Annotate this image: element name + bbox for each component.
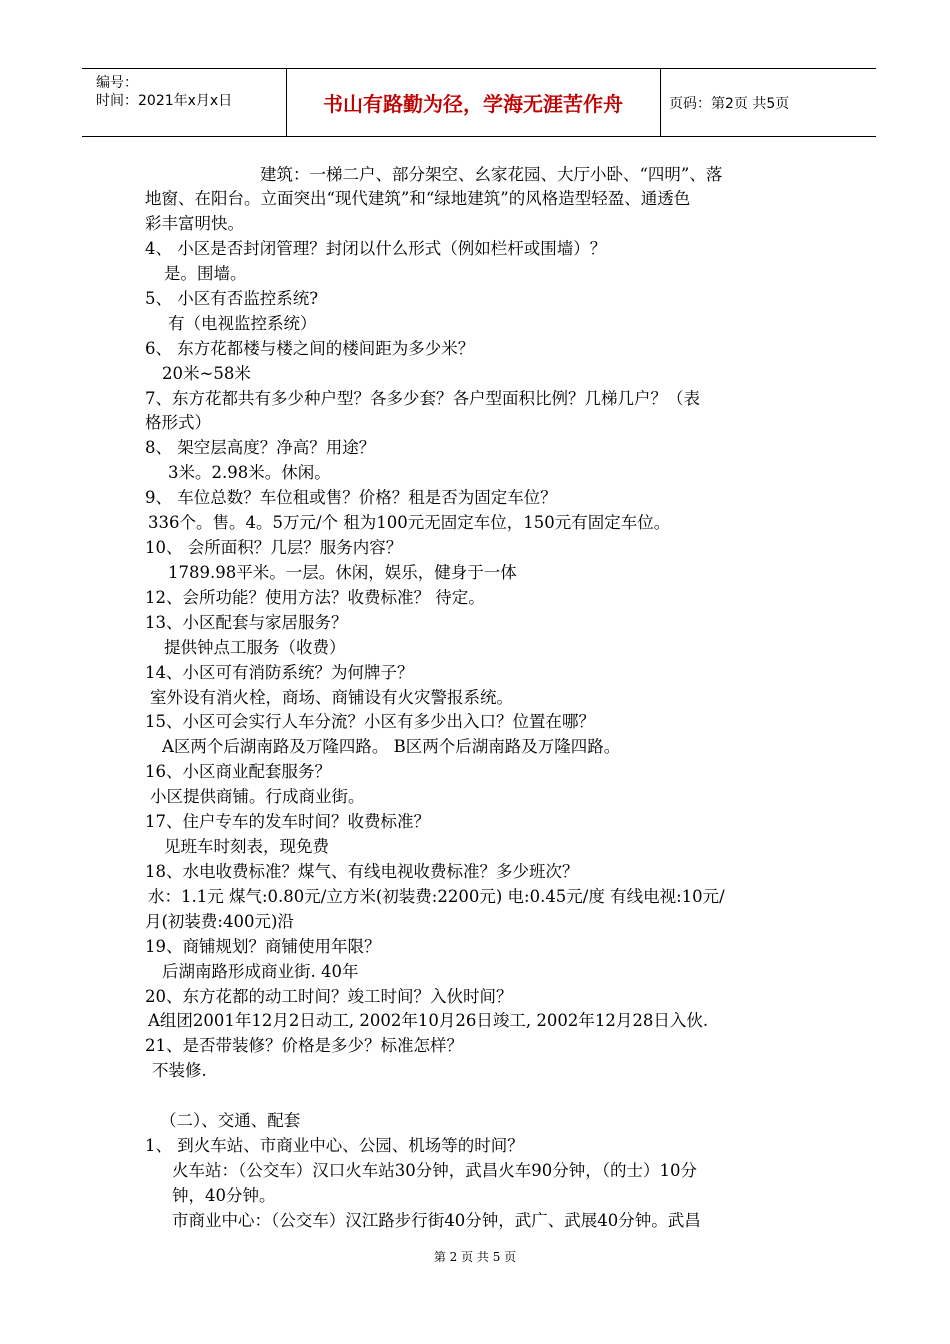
text-line: 9、 车位总数？车位租或售？价格？租是否为固定车位？ <box>145 488 557 507</box>
number-label: 编号： <box>96 75 138 91</box>
text-line: 4、 小区是否封闭管理？封闭以什么形式（例如栏杆或围墙）？ <box>145 239 607 258</box>
text-line: A区两个后湖南路及万隆四路。 B区两个后湖南路及万隆四路。 <box>162 737 621 756</box>
text-line: 不装修. <box>152 1061 207 1080</box>
text-line: 见班车时刻表，现免费 <box>164 837 329 856</box>
text-line: 16、小区商业配套服务？ <box>145 762 331 781</box>
text-line: 21、是否带装修？价格是多少？标准怎样？ <box>145 1036 463 1055</box>
text-line: 水：1.1元 煤气:0.80元/立方米(初装费:2200元) 电:0.45元/度 有线电视:10元/ <box>148 887 725 906</box>
text-line: 建筑：一梯二户、部分架空、幺家花园、大厅小卧、“四明”、落 <box>260 165 723 184</box>
text-line: 3米。2.98米。休闲。 <box>168 463 331 482</box>
text-line: 15、小区可会实行人车分流？小区有多少出入口？位置在哪？ <box>145 712 595 731</box>
text-line: 18、水电收费标准？煤气、有线电视收费标准？多少班次？ <box>145 862 579 881</box>
text-line: 20米~58米 <box>162 364 251 383</box>
page-header <box>82 68 876 137</box>
text-line: 6、 东方花都楼与楼之间的楼间距为多少米？ <box>145 339 475 358</box>
text-line: 格形式） <box>145 413 211 432</box>
text-line: 有（电视监控系统） <box>168 314 317 333</box>
text-line: 10、 会所面积？几层？服务内容？ <box>145 538 403 557</box>
text-line: 5、 小区有否监控系统? <box>145 289 319 308</box>
text-line: 12、会所功能？使用方法？收费标准？ 待定。 <box>145 588 485 607</box>
header-meta <box>82 69 287 136</box>
text-line: 13、小区配套与家居服务？ <box>145 613 348 632</box>
text-line: 是。围墙。 <box>164 264 247 283</box>
text-line: 彩丰富明快。 <box>145 214 244 233</box>
text-line: A组团2001年12月2日动工, 2002年10月26日竣工, 2002年12月28日入伙. <box>148 1011 709 1030</box>
page-footer: 第 2 页 共 5 页 <box>433 1250 517 1264</box>
text-line: 8、 架空层高度？净高？用途？ <box>145 438 376 457</box>
text-line: 小区提供商铺。行成商业街。 <box>150 787 365 806</box>
text-line: 20、东方花都的动工时间？竣工时间？入伙时间？ <box>145 987 513 1006</box>
text-line: 17、住户专车的发车时间？收费标准？ <box>145 812 430 831</box>
text-line: 14、小区可有消防系统？为何牌子？ <box>145 663 414 682</box>
text-line: 后湖南路形成商业街. 40年 <box>162 962 359 981</box>
text-line: 提供钟点工服务（收费） <box>164 638 346 657</box>
text-line: 地窗、在阳台。立面突出“现代建筑”和“绿地建筑”的风格造型轻盈、通透色 <box>145 189 691 208</box>
text-line: 月(初装费:400元)沿 <box>145 912 294 931</box>
text-line: 1789.98平米。一层。休闲，娱乐，健身于一体 <box>168 563 517 582</box>
text-line: 7、东方花都共有多少种户型？各多少套？各户型面积比例？几梯几户？（表 <box>145 389 700 408</box>
header-motto: 书山有路勤为径，学海无涯苦作舟 <box>286 69 661 136</box>
text-line: 室外设有消火栓，商场、商铺设有火灾警报系统。 <box>150 688 513 707</box>
text-line: 19、商铺规划？商铺使用年限？ <box>145 937 381 956</box>
header-page-label: 页码：第2页 共5页 <box>669 95 790 112</box>
text-line: 火车站：（公交车）汉口火车站30分钟，武昌火车90分钟，（的士）10分 <box>172 1161 697 1180</box>
section-heading: （二）、交通、配套 <box>160 1111 301 1130</box>
text-line: 1、 到火车站、市商业中心、公园、机场等的时间？ <box>145 1136 524 1155</box>
text-line: 市商业中心：（公交车）汉江路步行街40分钟，武广、武展40分钟。武昌 <box>172 1211 701 1230</box>
text-line: 336个。售。4。5万元/个 租为100元无固定车位，150元有固定车位。 <box>148 513 671 532</box>
text-line: 钟，40分钟。 <box>172 1186 276 1205</box>
time-label: 时间：2021年x月x日 <box>96 93 233 109</box>
